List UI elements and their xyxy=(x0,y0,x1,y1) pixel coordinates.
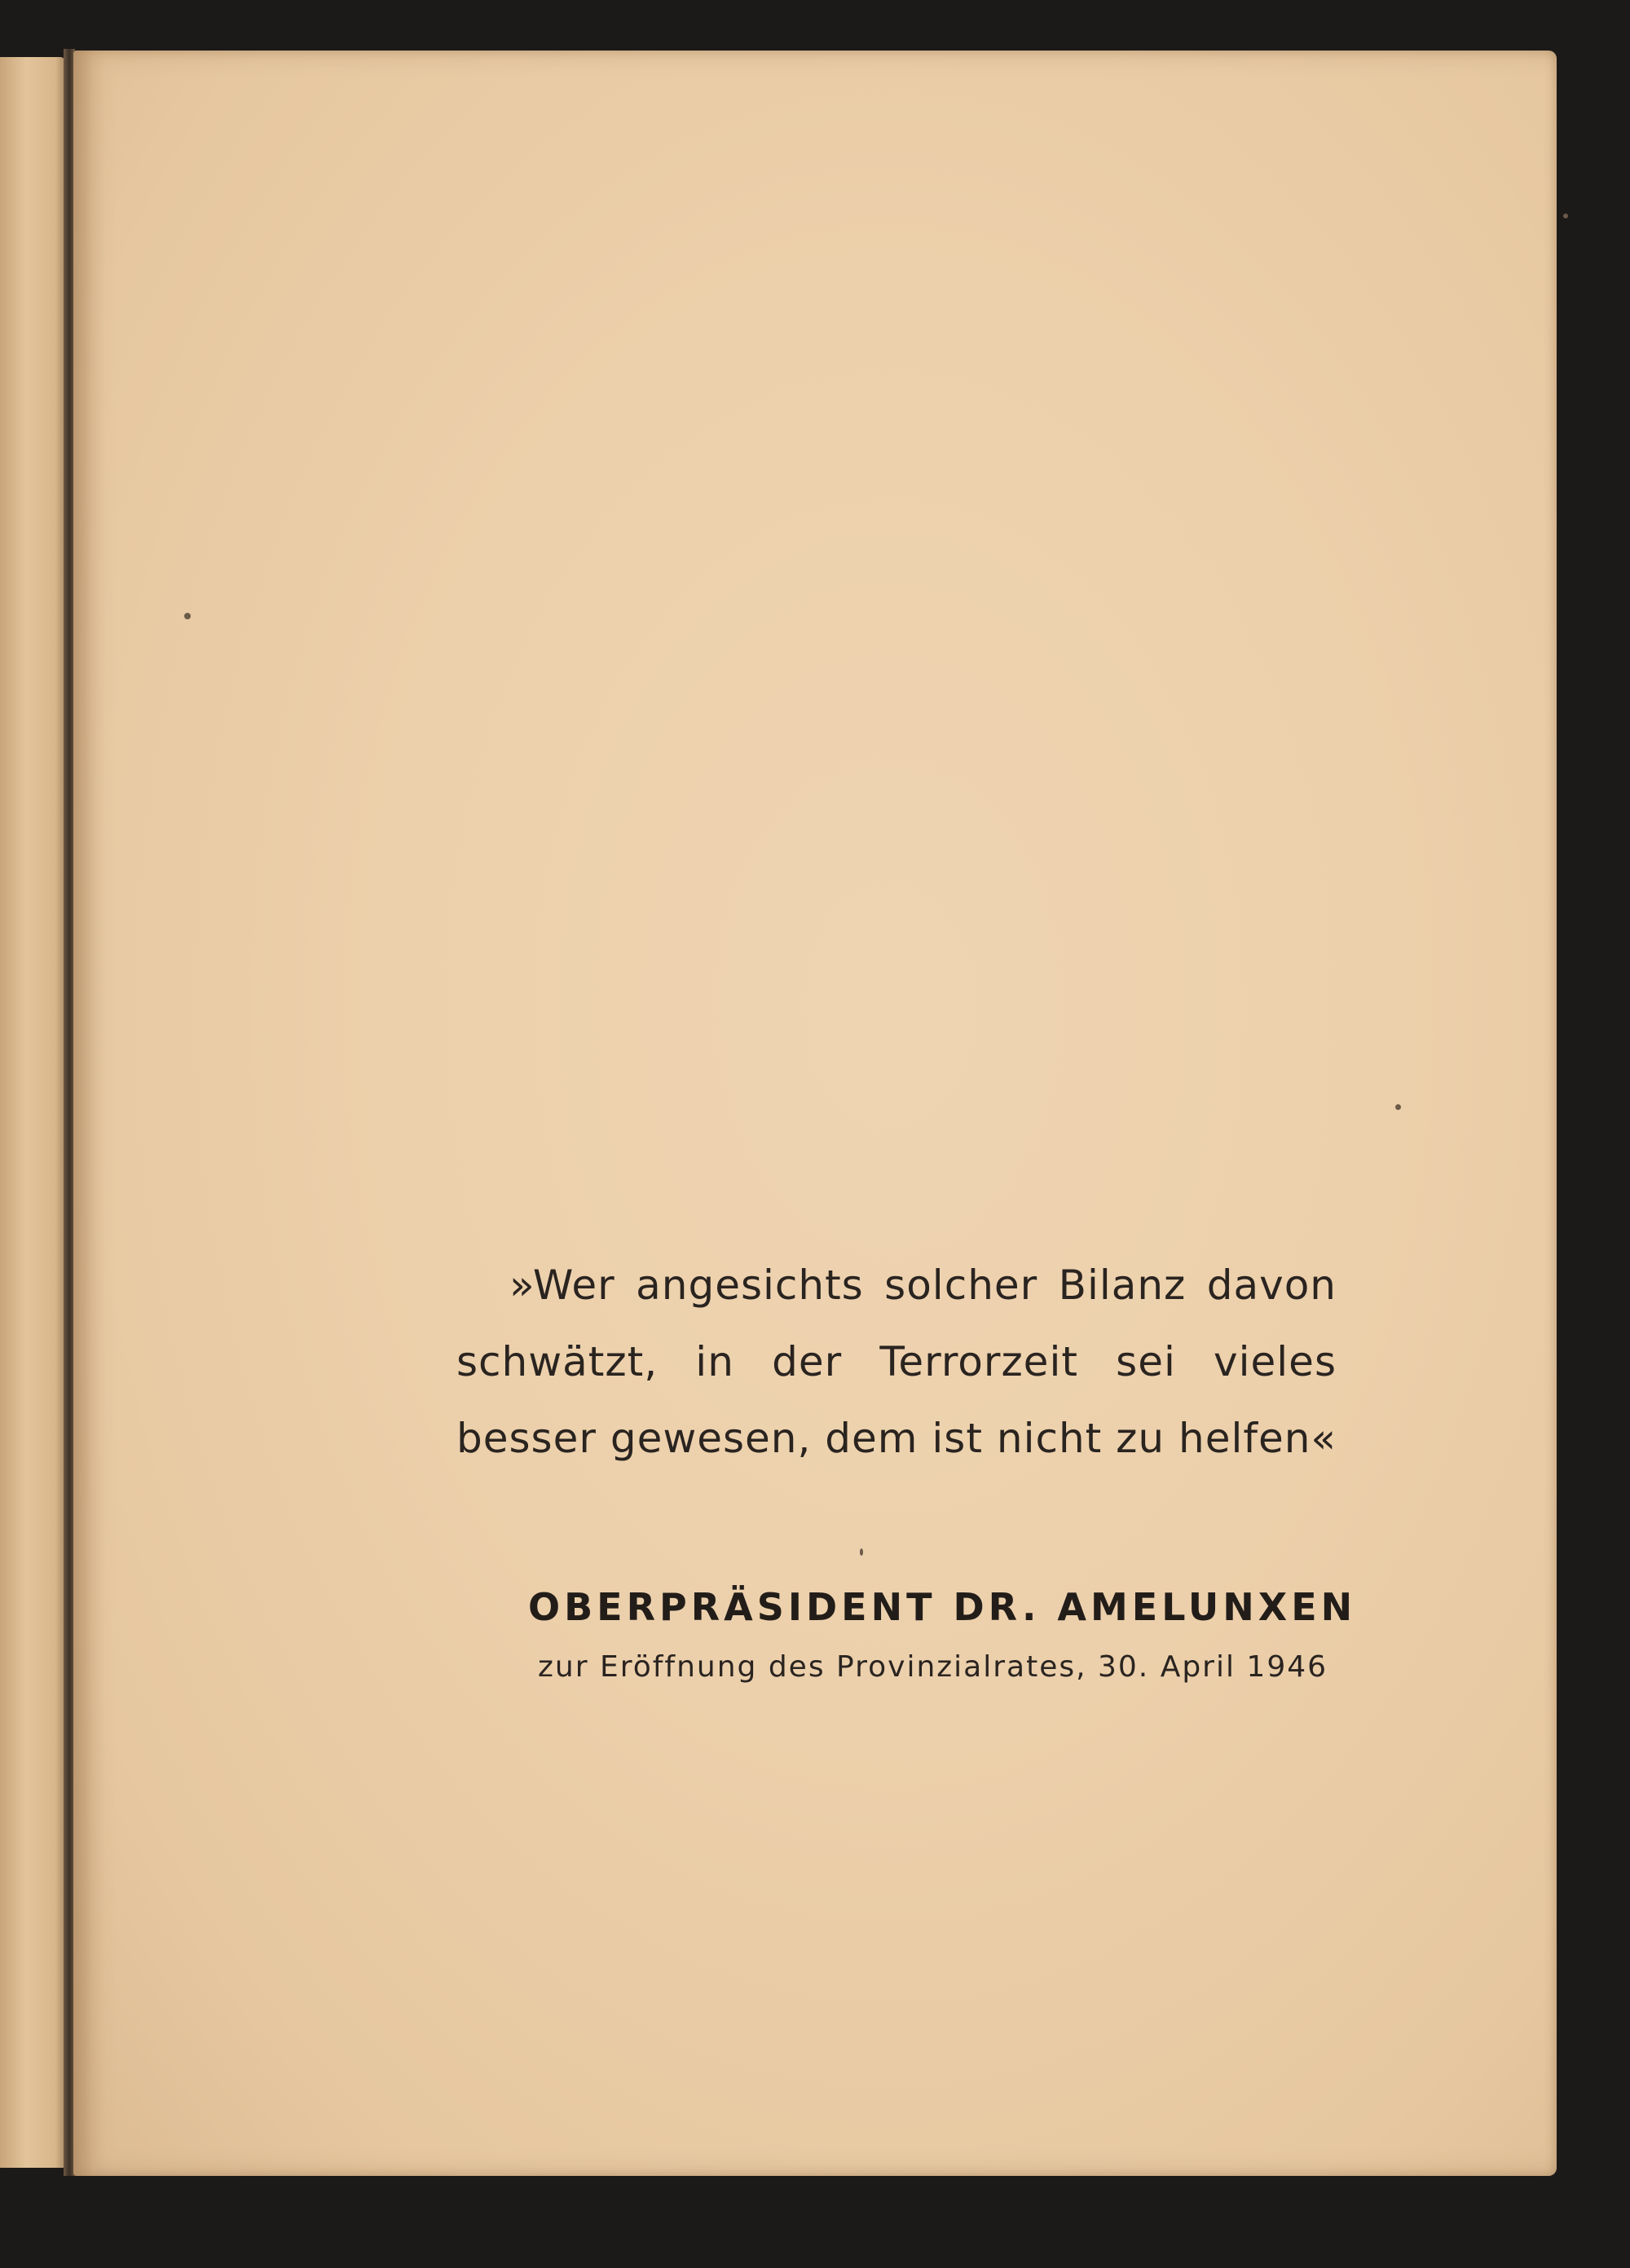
show-through-handwriting xyxy=(707,341,1240,474)
epigraph-quote xyxy=(456,1247,1337,1477)
quote-line: »Wer angesichts solcher Bilanz davon xyxy=(509,1262,1337,1309)
paper-speck xyxy=(1563,214,1568,218)
quote-occasion: zur Eröffnung des Provinzialrates, 30. April 1946 xyxy=(538,1650,1328,1684)
paper-speck xyxy=(860,1548,863,1556)
previous-page-edge xyxy=(0,57,65,2168)
quote-author: OBERPRÄSIDENT DR. AMELUNXEN xyxy=(528,1585,1357,1629)
page-gutter-shadow xyxy=(73,51,106,2176)
paper-speck xyxy=(184,613,191,619)
quote-line: schwätzt, in der Terrorzeit sei vieles xyxy=(456,1338,1337,1385)
paper-speck xyxy=(1395,1104,1401,1110)
quote-line: besser gewesen, dem ist nicht zu helfen« xyxy=(456,1415,1337,1462)
